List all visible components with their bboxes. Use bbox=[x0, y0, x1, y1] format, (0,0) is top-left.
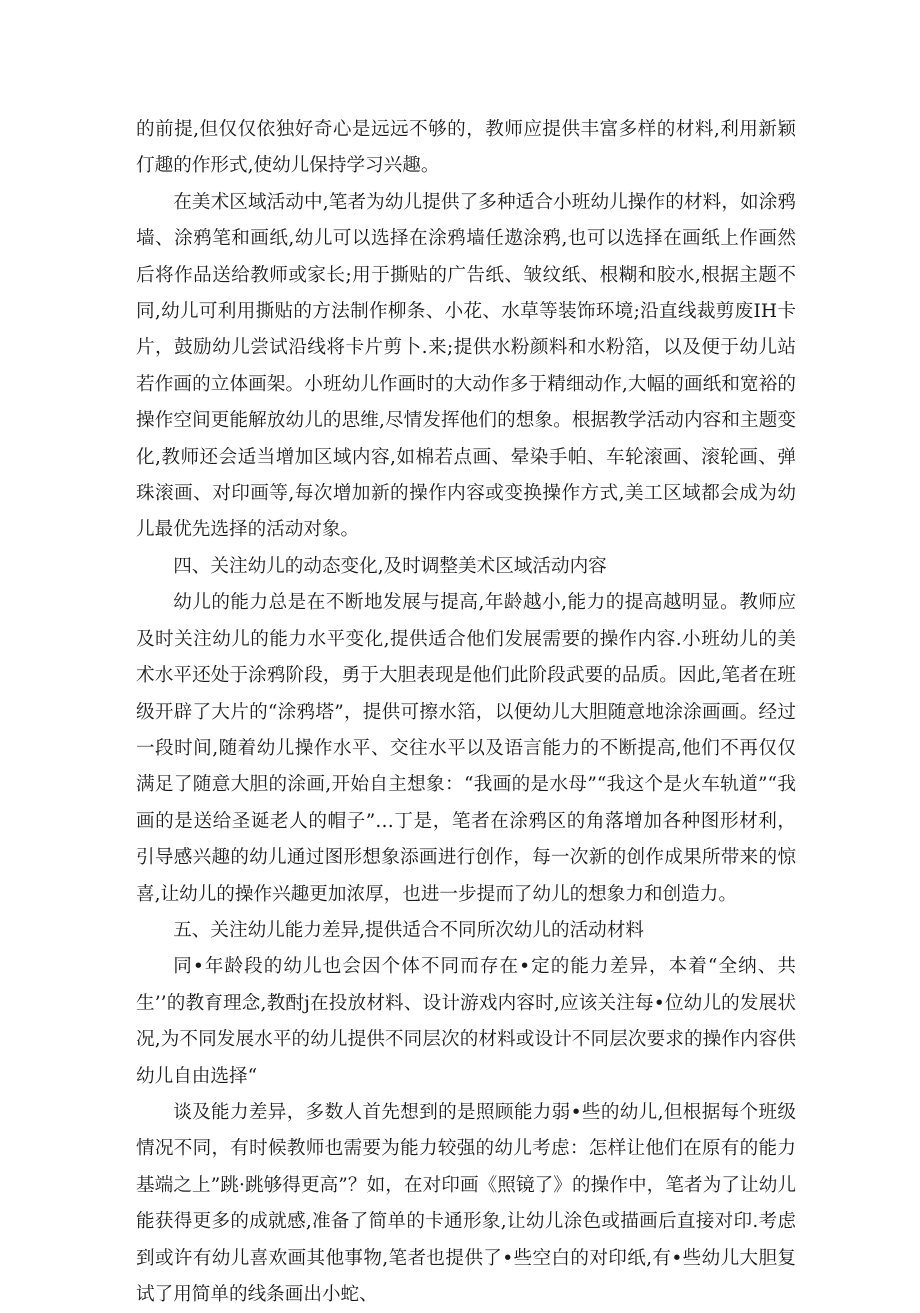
paragraph-ability-difference: 同•年龄段的幼儿也会因个体不同而存在•定的能力差异，本着“全纳、共生’’的教育理念,教酎j在投放材料、设计游戏内容时,应该关注每•位幼儿的发展状况,为不同发展水平的幼儿提供不同层次的材料或设计不同层次要求的操作内容供幼儿自由选择“ bbox=[136, 956, 796, 1087]
paragraph-materials: 在美术区域活动中,笔者为幼儿提供了多种适合小班幼儿操作的材料，如涂鸦墙、涂鸦笔和画纸,幼儿可以选择在涂鸦墙任遨涂鸦,也可以选择在画纸上作画然后将作品送给教师或家长;用于撕贴的广告纸、皱纹纸、根糊和胶水,根据主题不同,幼儿可利用撕贴的方法制作柳条、小花、水草等装饰环境;沿直线裁剪废IH卡片，鼓励幼儿尝试沿线将卡片剪卜.来;提供水粉颜料和水粉箔，以及便于幼儿站若作画的立体画架。小班幼儿作画时的大动作多于精细动作,大幅的画纸和宽裕的操作空间更能解放幼儿的思维,尽情发挥他们的想象。根据教学活动内容和主题变化,教师还会适当增加区域内容,如棉若点画、晕染手帕、车轮滚画、滚轮画、弹珠滚画、对印画等,每次增加新的操作内容或变换操作方式,美工区域都会成为幼儿最优先选择的活动对象。 bbox=[136, 191, 796, 541]
paragraph-ability-discussion: 谈及能力差异，多数人首先想到的是照顾能力弱•些的幼儿,但根据每个班级情况不同，有时候教师也需要为能力较强的幼儿考虑：怎样让他们在原有的能力基端之上”跳·跳够得更高”？如，在对印画《照镜了》的操作中，笔者为了让幼儿能获得更多的成就感,准备了简单的卡通形象,让幼儿涂色或描画后直接对印.考虑到或许有幼儿喜欢画其他事物,笔者也提供了•些空白的对印纸,有•些幼儿大胆复试了用简单的线条画出小蛇、 bbox=[136, 1101, 796, 1305]
document-body bbox=[136, 112, 796, 1313]
paragraph-dynamic-change: 幼儿的能力总是在不断地发展与提高,年龄越小,能力的提高越明显。教师应及时关注幼儿的能力水平变化,提供适合他们发展需要的操作内容.小班幼儿的美术水平还处于涂鸦阶段，勇于大胆表现是他们此阶段武要的品质。因此,笔者在班级开辟了大片的“涂鸦塔”，提供可擦水箔，以便幼儿大胆随意地涂涂画画。经过一段时间,随着幼儿操作水平、交往水平以及语言能力的不断提高,他们不再仅仅满足了随意大胆的涂画,开始自主想象：“我画的是水母”“我这个是火车轨道”“我画的是送给圣诞老人的帽子”…丁是，笔者在涂鸦区的角落增加各种图形材利，引导感兴趣的幼儿通过图形想象添画进行创作，每一次新的创作成果所带来的惊喜,让幼儿的操作兴趣更加浓厚，也进一步提而了幼儿的想象力和创造力。 bbox=[136, 592, 796, 905]
section-heading-4: 四、关注幼儿的动态变化,及时调整美术区域活动内容 bbox=[173, 555, 607, 577]
section-heading-5: 五、关注幼儿能力差异,提供适合不同所次幼儿的活动材料 bbox=[173, 919, 644, 941]
paragraph-continued: 的前提,但仅仅依独好奇心是远远不够的，教师应提供丰富多样的材料,利用新颖仃趣的作形式,使幼儿保持学习兴趣。 bbox=[136, 119, 796, 177]
